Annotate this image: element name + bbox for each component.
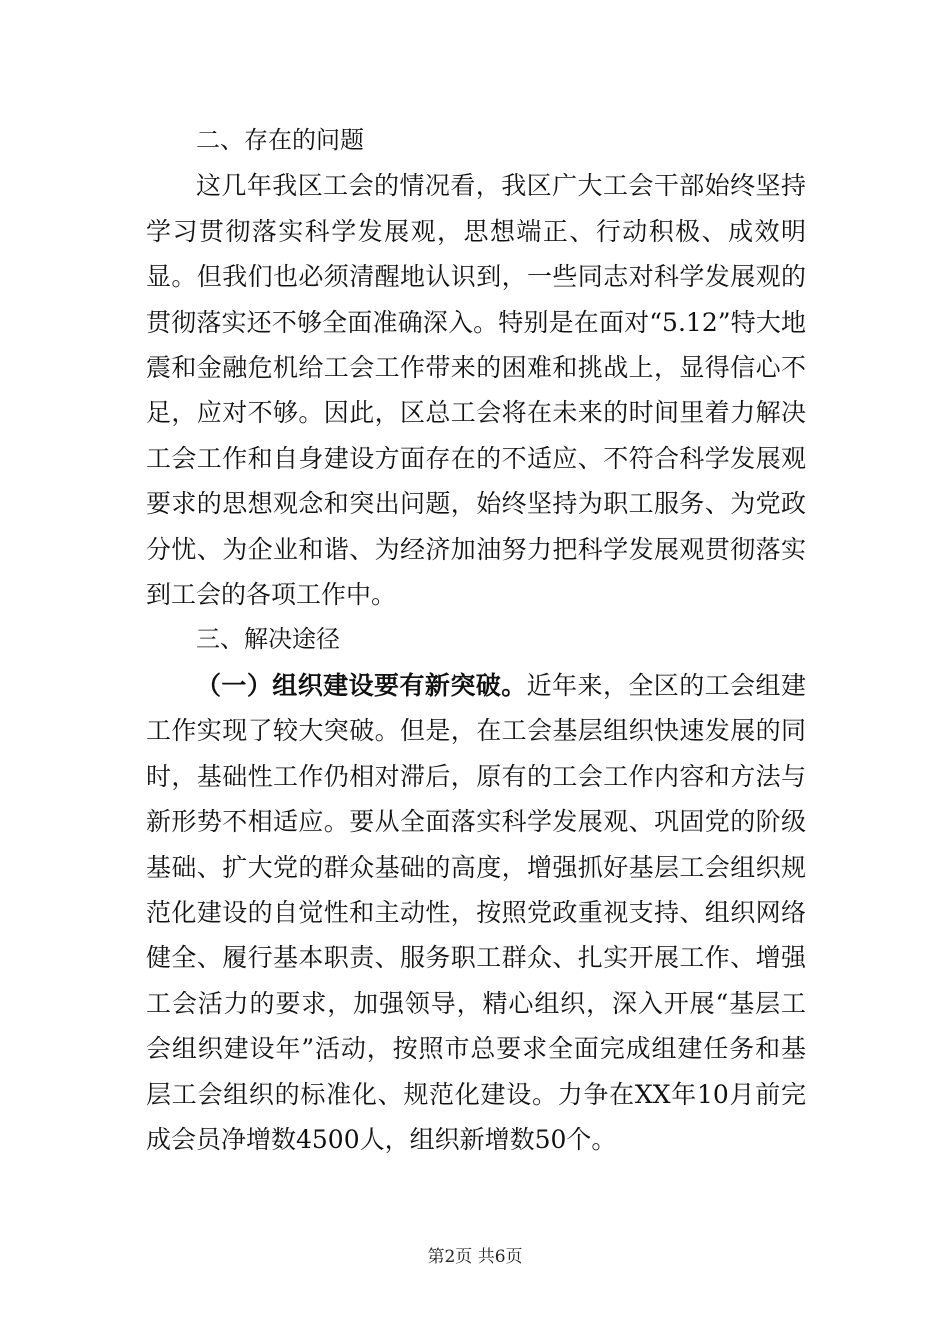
section-heading-problems: 二、存在的问题 [196,126,364,154]
paragraph-problems: 这几年我区工会的情况看，我区广大工会干部始终坚持学习贯彻落实科学发展观，思想端正、行动积极、成效明显。但我们也必须清醒地认识到，一些同志对科学发展观的贯彻落实还不够全面准确深入。特别是在面对“5.12”特大地震和金融危机给工会工作带来的困难和挑战上，显得信心不足，应对不够。因此，区总工会将在未来的时间里着力解决工会工作和自身建设方面存在的不适应、不符合科学发展观要求的思想观念和突出问题，始终坚持为职工服务、为党政分忧、为企业和谐、为经济加油努力把科学发展观贯彻落实到工会的各项工作中。 [146,171,806,610]
section-heading-solutions: 三、解决途径 [196,625,340,654]
document-body [146,118,806,1162]
page-footer: 第2页 共6页 [427,1247,523,1267]
paragraph-body-text: 近年来，全区的工会组建工作实现了较大突破。但是，在工会基层组织快速发展的同时，基础性工作仍相对滞后，原有的工会工作内容和方法与新形势不相适应。要从全面落实科学发展观、巩固党的阶级基础、扩大党的群众基础的高度，增强抓好基层工会组织规范化建设的自觉性和主动性，按照党政重视支持、组织网络健全、履行基本职责、服务职工群众、扎实开展工作、增强工会活力的要求，加强领导，精心组织，深入开展“基层工会组织建设年”活动，按照市总要求全面完成组建任务和基层工会组织的标准化、规范化建设。力争在XX年10月前完成会员净增数4500人，组织新增数50个。 [146,670,806,1154]
paragraph-organization [146,663,806,1162]
paragraph-lead-title: （一）组织建设要有新突破。 [196,670,527,700]
